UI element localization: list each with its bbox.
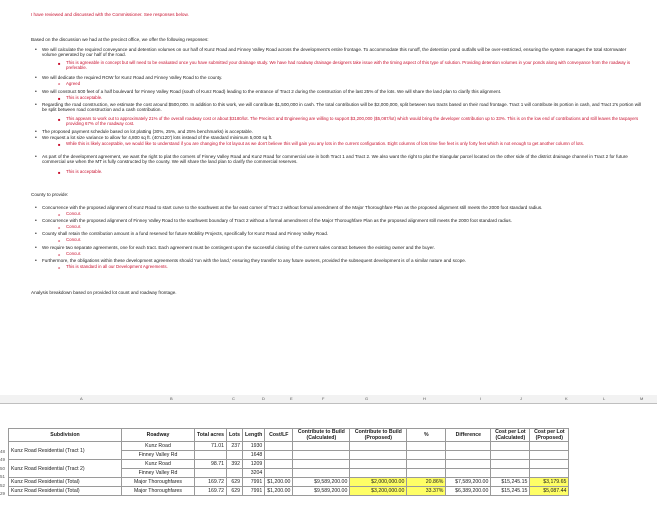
header-cost-lf[interactable]: Cost/LF [265, 429, 293, 442]
cell-roadway[interactable]: Finney Valley Rd [122, 451, 195, 460]
cell-acres[interactable]: 169.72 [195, 487, 227, 496]
bullet-text: As part of the development agreement, we want the right to plat the corners of Finney Valley Road and Kunz Road for commercial use in both Tract 1 and Tract 2. We also want the right to plat the triangular parcel located on the other side of the district drainage channel in Tract 2 for future commercial use when the MT is fully constructed by the county. We will share the land plan to clarify the commercial reserves. [42, 154, 628, 165]
cell-lots[interactable] [227, 451, 243, 460]
row-number: 48 [0, 449, 6, 454]
column-letter-header [0, 395, 657, 404]
cell-diff[interactable] [446, 469, 491, 478]
cell-cpl-calc[interactable] [491, 469, 530, 478]
cell-pct[interactable]: 20.86% [407, 478, 446, 487]
bullet-dot: • [35, 75, 37, 81]
bullet-text: We will calculate the required conveyance and detention volumes on our half of Kunz Road and Finney Valley Road across the development's entire frontage. To accommodate this runoff, the detention pond outfalls will be over-restricted, ensuring the system manages the total stormwater volume generated by our half of the road. [42, 47, 627, 58]
cell-diff[interactable] [446, 451, 491, 460]
cell-cpl-calc[interactable] [491, 460, 530, 469]
bullet-dot: • [35, 231, 37, 237]
sub-bullet-dot: o [58, 212, 61, 217]
col-letter: D [262, 396, 265, 401]
cell-length[interactable]: 7991 [242, 478, 264, 487]
county-item-text: Furthermore, the obligations within these development agreements should 'run with the land,' ensuring they transfer to any future owners, provided the subsequent development is of a similar nature and scope. [42, 258, 467, 263]
analysis-note: Analysis breakdown based on provided lot count and roadway frontage. [31, 290, 177, 295]
sub-bullet-dot: o [58, 265, 61, 270]
header-total-acres[interactable]: Total acres [195, 429, 227, 442]
cell-subdivision[interactable]: Kunz Road Residential (Tract 1) [9, 442, 122, 460]
sub-bullet-dot: ■ [58, 96, 61, 101]
bullet-dot: • [35, 205, 37, 211]
table-row [9, 478, 569, 487]
county-item-text: Concurrence with the proposed alignment of Finney Valley Road to the southwest boundary of Tract 2 without a formal amendment of the Major Thoroughfare Plan as the proposed alignment still meets the 2000 foot standard radius. [42, 218, 512, 223]
cell-calc[interactable] [293, 442, 350, 451]
cell-cost[interactable]: $1,200.00 [265, 487, 293, 496]
bullet-text: We will dedicate the required ROW for Kunz Road and Finney Valley Road to the county. [42, 75, 223, 80]
response-text: Concur. [66, 211, 82, 216]
header-contribute-calculated[interactable]: Contribute to Build (Calculated) [293, 429, 350, 442]
sub-bullet-dot: ■ [58, 61, 61, 66]
cell-roadway[interactable]: Kunz Road [122, 460, 195, 469]
cell-cpl-calc[interactable] [491, 442, 530, 451]
col-letter: L [603, 396, 606, 401]
response-text: Concur. [66, 237, 82, 242]
sub-bullet-dot: ■ [58, 170, 61, 175]
header-roadway[interactable]: Roadway [122, 429, 195, 442]
response-text: This is standard in all our Development Agreements. [66, 264, 168, 269]
col-letter: J [520, 396, 522, 401]
header-cost-per-lot-calculated[interactable]: Cost per Lot (Calculated) [491, 429, 530, 442]
sub-bullet-dot: o [58, 81, 61, 86]
table-row [9, 460, 569, 469]
cell-acres[interactable] [195, 451, 227, 460]
cell-calc[interactable]: $9,589,200.00 [293, 478, 350, 487]
col-letter: F [322, 396, 325, 401]
cell-diff[interactable]: $7,589,200.00 [446, 478, 491, 487]
table-row [9, 487, 569, 496]
response-text: This is acceptable. [66, 169, 103, 174]
row-number: 49 [0, 457, 6, 462]
col-letter: E [290, 396, 293, 401]
cell-length[interactable]: 1648 [242, 451, 264, 460]
sub-bullet-dot: o [58, 238, 61, 243]
table-row [9, 442, 569, 451]
cell-prop[interactable] [350, 469, 407, 478]
cell-length[interactable]: 1209 [242, 460, 264, 469]
cell-cpl-calc[interactable] [491, 451, 530, 460]
cell-cpl-prop[interactable] [530, 460, 569, 469]
header-cost-per-lot-proposed[interactable]: Cost per Lot (Proposed) [530, 429, 569, 442]
bullet-text: We request a lot size variance to allow for 4,800 sq ft. (40'x120') lots instead of the standard minimum 5,000 sq ft. [42, 135, 273, 140]
response-text: This appears to work out to approximately 21% of the overall roadway cost or about $3180/lot. The Precinct and Engineering are willing to support $3,200,000 ($5,087/lot) which would bring the developer contribution up to 33%. This is on the low end of contributions and still leaves the taxpayers providing 67% of the roadway cost. [66, 116, 639, 127]
intro-text: Based on the discussion we had at the precinct office, we offer the following responses: [31, 37, 209, 42]
cell-cpl-prop[interactable]: $3,179.65 [530, 478, 569, 487]
cell-diff[interactable]: $6,389,200.00 [446, 487, 491, 496]
cell-cpl-prop[interactable] [530, 442, 569, 451]
row-number: 29 [0, 491, 6, 496]
cell-roadway[interactable]: Major Thoroughfares [122, 487, 195, 496]
cell-cpl-calc[interactable]: $15,245.15 [491, 487, 530, 496]
bullet-dot: • [35, 258, 37, 264]
cell-cost[interactable] [265, 460, 293, 469]
sub-bullet-dot: ■ [58, 117, 61, 122]
bullet-dot: • [35, 245, 37, 251]
county-heading: County to provide: [31, 192, 69, 197]
cell-calc[interactable] [293, 460, 350, 469]
cell-cost[interactable] [265, 442, 293, 451]
cell-pct[interactable] [407, 469, 446, 478]
bullet-dot: • [35, 154, 37, 160]
county-item-text: Concurrence with the proposed alignment of Kunz Road to start curve to the southwest at the far east corner of Tract 2 without formal amendment of the Major Thoroughfare Plan as the proposed alignment still meets the 2000 foot standard radius. [42, 205, 543, 210]
cell-calc[interactable]: $9,589,200.00 [293, 487, 350, 496]
response-text: While this is likely acceptable, we would like to understand if you are changing the lot layout as we don't believe this will gain you any lots in the current configuration. Eight columns of lots time five feet is only forty feet which is not enough to get another column of lots. [66, 141, 584, 146]
row-number: 51 [0, 474, 6, 479]
row-number: 50 [0, 466, 6, 471]
cell-prop[interactable] [350, 451, 407, 460]
cell-cpl-prop[interactable] [530, 469, 569, 478]
col-letter: A [80, 396, 83, 401]
bullet-text: The proposed payment schedule based on lot platting (30%, 25%, and 25% benchmarks) is acceptable. [42, 129, 253, 134]
response-text: Concur. [66, 224, 82, 229]
cell-pct[interactable] [407, 451, 446, 460]
cell-lots[interactable]: 392 [227, 460, 243, 469]
response-text: Agreed [66, 81, 81, 86]
cell-roadway[interactable]: Major Thoroughfares [122, 478, 195, 487]
header-difference[interactable]: Difference [446, 429, 491, 442]
cell-acres[interactable]: 71.01 [195, 442, 227, 451]
cell-calc[interactable] [293, 469, 350, 478]
header-lots[interactable]: Lots [227, 429, 243, 442]
cell-length[interactable]: 3204 [242, 469, 264, 478]
bullet-dot: • [35, 129, 37, 135]
col-letter: G [365, 396, 369, 401]
col-letter: M [640, 396, 644, 401]
cell-cpl-prop[interactable]: $5,087.44 [530, 487, 569, 496]
analysis-table [8, 428, 569, 496]
response-text: Concur. [66, 251, 82, 256]
cell-pct[interactable] [407, 442, 446, 451]
cell-cpl-calc[interactable]: $15,245.15 [491, 478, 530, 487]
sub-bullet-dot: o [58, 225, 61, 230]
bullet-text: Regarding the road construction, we estimate the cost around $500,000. In addition to this work, we will contribute $1,500,000 in cash. The total contribution will be $2,000,000, split between two tracts based on their road frontage. Tract 1 will contribute its portion in cash, and Tract 2's portion will be split between road construction and a cash contribution. [42, 102, 642, 113]
cell-acres[interactable]: 169.72 [195, 478, 227, 487]
header-percent[interactable]: % [407, 429, 446, 442]
bullet-dot: • [35, 89, 37, 95]
sub-bullet-dot: o [58, 252, 61, 257]
bullet-dot: • [35, 102, 37, 108]
bullet-dot: • [35, 135, 37, 141]
cell-cost[interactable] [265, 469, 293, 478]
cell-pct[interactable] [407, 460, 446, 469]
header-length[interactable]: Length [242, 429, 264, 442]
cell-roadway[interactable]: Kunz Road [122, 442, 195, 451]
col-letter: K [565, 396, 568, 401]
sub-bullet-dot: ■ [58, 142, 61, 147]
cell-cost[interactable] [265, 451, 293, 460]
cell-subdivision[interactable]: Kunz Road Residential (Tract 2) [9, 460, 122, 478]
cell-acres[interactable] [195, 469, 227, 478]
bullet-dot: • [35, 47, 37, 53]
cell-roadway[interactable]: Finney Valley Rd [122, 469, 195, 478]
cell-prop[interactable] [350, 460, 407, 469]
cell-length[interactable]: 1930 [242, 442, 264, 451]
col-letter: B [170, 396, 173, 401]
cell-subdivision[interactable]: Kunz Road Residential (Total) [9, 478, 122, 487]
col-letter: I [480, 396, 482, 401]
cell-cost[interactable]: $1,200.00 [265, 478, 293, 487]
response-text: This is agreeable in concept but will need to be evaluated once you have submitted your drainage study. We have had roadway drainage designers take issue with the timing aspect of this type of solution. Providing detention volumes in your ponds along with conveyance from the roadway is preferable. [66, 60, 631, 71]
table-header-row [9, 429, 569, 442]
cell-acres[interactable]: 98.71 [195, 460, 227, 469]
response-text: This is acceptable. [66, 95, 103, 100]
cell-prop[interactable] [350, 442, 407, 451]
cell-length[interactable]: 7991 [242, 487, 264, 496]
cell-lots[interactable] [227, 469, 243, 478]
bullet-dot: • [35, 218, 37, 224]
cell-lots[interactable]: 629 [227, 478, 243, 487]
header-note: I have reviewed and discussed with the Commissioner. See responses below. [31, 12, 189, 17]
col-letter: H [423, 396, 426, 401]
row-number: 52 [0, 483, 6, 488]
cell-lots[interactable]: 237 [227, 442, 243, 451]
cell-subdivision[interactable]: Kunz Road Residential (Total) [9, 487, 122, 496]
county-item-text: We require two separate agreements, one for each tract. Each agreement must be contingent upon the successful closing of the current sales contract between the existing owner and the buyer. [42, 245, 435, 250]
cell-lots[interactable]: 629 [227, 487, 243, 496]
cell-calc[interactable] [293, 451, 350, 460]
header-subdivision[interactable]: Subdivision [9, 429, 122, 442]
cell-diff[interactable] [446, 460, 491, 469]
bullet-text: We will construct 500 feet of a half boulevard for Finney Valley Road (south of Kunz Road) leading to the entrance of Tract 2 during the construction of the last 25% of the lots. We will share the land plan to clarify this alignment. [42, 89, 502, 94]
cell-cpl-prop[interactable] [530, 451, 569, 460]
cell-prop[interactable]: $3,200,000.00 [350, 487, 407, 496]
cell-pct[interactable]: 33.37% [407, 487, 446, 496]
col-letter: C [232, 396, 235, 401]
header-contribute-proposed[interactable]: Contribute to Build (Proposed) [350, 429, 407, 442]
cell-diff[interactable] [446, 442, 491, 451]
cell-prop[interactable]: $2,000,000.00 [350, 478, 407, 487]
county-item-text: County shall retain the contribution amount in a fund reserved for future Mobility Projects, specifically for Kunz Road and Finney Valley Road. [42, 231, 329, 236]
